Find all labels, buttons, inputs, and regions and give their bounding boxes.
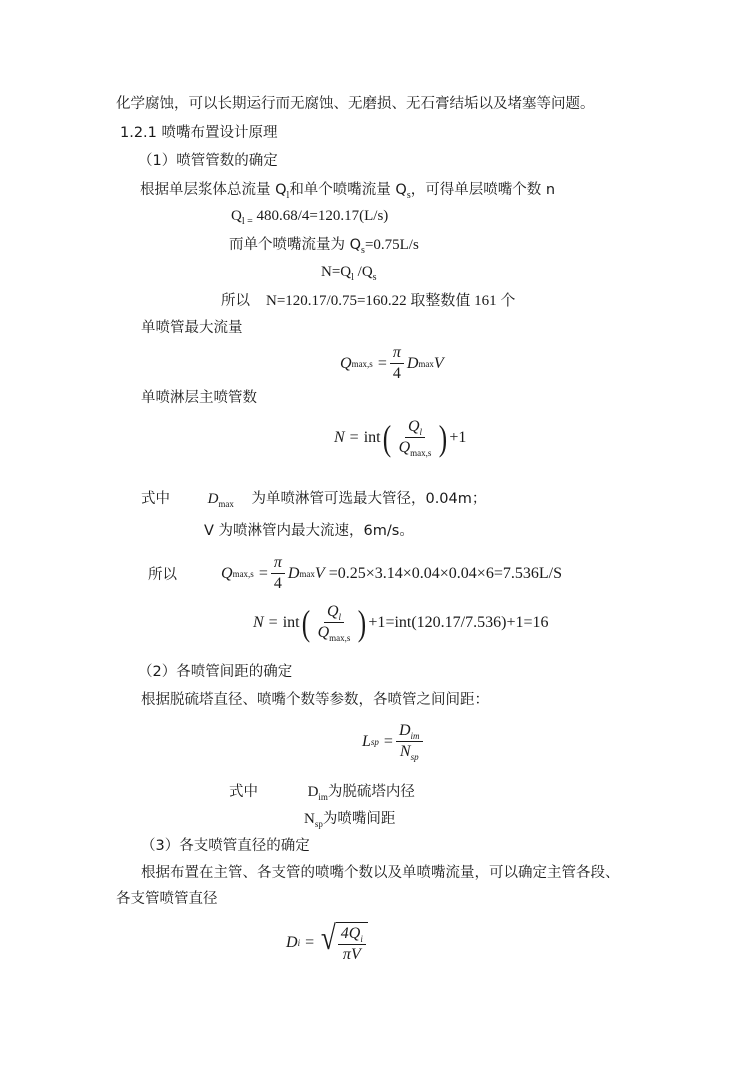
para-text: 根据单层浆体总流量 Q xyxy=(140,182,287,198)
qmax-calc-value: =0.25×3.14×0.04×0.04×6=7.536L/S xyxy=(328,564,562,582)
v-description: V 为喷淋管内最大流速，6m/s。 xyxy=(204,523,414,539)
formula-symbol: D xyxy=(286,934,298,951)
plus-one: +1 xyxy=(449,428,467,446)
fraction xyxy=(338,925,366,964)
equals-sign: = xyxy=(377,354,387,372)
so-label: 所以 xyxy=(148,567,177,583)
nsp-symbol: N xyxy=(304,811,315,827)
qs-equation xyxy=(229,234,419,255)
diameter-paragraph-line2: 各支管喷管直径 xyxy=(116,891,218,907)
numerator: π xyxy=(271,554,285,574)
dmax-description: 为单喷淋管可选最大管径，0.04m； xyxy=(251,491,487,507)
n-result-line xyxy=(221,290,515,311)
denominator xyxy=(315,623,354,642)
subsection-heading-2: （2）各喷管间距的确定 xyxy=(138,664,293,680)
equals-sign: = xyxy=(305,934,315,951)
subscript: sp xyxy=(410,752,419,763)
qs-value: =0.75L/s xyxy=(364,237,419,253)
eq-text: /Q xyxy=(353,264,373,280)
subscript: l xyxy=(351,272,354,283)
where-label: 式中 xyxy=(141,491,170,507)
equals-sign: = xyxy=(383,732,393,750)
subscript: s xyxy=(361,245,365,256)
fraction xyxy=(315,603,354,642)
subscript: i xyxy=(360,934,363,945)
subscript: im xyxy=(410,731,420,742)
eq-text: N=Q xyxy=(321,264,352,280)
subscript: im xyxy=(318,792,328,802)
formula-symbol: V xyxy=(433,354,444,372)
where-label: 式中 xyxy=(229,784,258,800)
ql-equation xyxy=(231,206,388,226)
formula-qmax: Q max,s = $\frac{\pi}{4}$ D max V xyxy=(340,344,444,382)
para-text: ，可得单层喷嘴个数 n xyxy=(410,182,556,198)
n-result-value: N=120.17/0.75=160.22 取整数值 161 个 xyxy=(266,293,516,309)
subscript: l xyxy=(286,190,290,201)
n-ratio-equation xyxy=(321,262,377,282)
main-pipes-label: 单喷淋层主喷管数 xyxy=(141,390,257,406)
where-dim-line xyxy=(229,781,415,802)
formula-symbol: D xyxy=(398,722,411,739)
subscript: max,s xyxy=(329,633,351,644)
formula-n xyxy=(334,418,466,457)
formula-symbol: Q xyxy=(340,354,352,372)
subscript: s xyxy=(406,190,411,201)
right-paren: ) xyxy=(439,417,448,458)
numerator xyxy=(396,722,423,742)
subsection-heading-1: （1）喷管管数的确定 xyxy=(138,153,278,169)
intro-text: 化学腐蚀，可以长期运行而无腐蚀、无磨损、无石膏结垢以及堵塞等问题。 xyxy=(116,96,595,112)
diameter-paragraph-line1: 根据布置在主管、各支管的喷嘴个数以及单喷嘴流量，可以确定主管各段、 xyxy=(141,865,620,881)
subscript: s xyxy=(372,272,377,283)
plus-one: +1 xyxy=(368,613,386,631)
formula-symbol: D xyxy=(406,354,419,372)
formula-symbol: V xyxy=(314,564,325,582)
section-title-text: 1.2.1 喷嘴布置设计原理 xyxy=(120,125,278,141)
formula-symbol: Q xyxy=(317,624,330,641)
formula-lsp: L sp = $\frac{D_{im}}{N_{sp}}$ xyxy=(362,722,426,761)
formula-symbol: N xyxy=(253,613,264,631)
ql-symbol: Q xyxy=(231,208,242,224)
formula-symbol: N xyxy=(334,428,345,446)
numerator xyxy=(405,418,425,438)
paragraph-flow-intro xyxy=(140,179,555,200)
dmax-symbol: D xyxy=(207,491,219,507)
spacing-paragraph: 根据脱硫塔直径、喷嘴个数等参数，各喷管之间间距： xyxy=(141,692,489,708)
left-paren: ( xyxy=(301,602,310,643)
n-calc-value: =int(120.17/7.536)+1=16 xyxy=(385,613,549,631)
subscript: l = xyxy=(241,216,253,227)
formula-symbol: Q xyxy=(221,564,233,582)
section-title xyxy=(120,122,278,143)
numerator xyxy=(324,603,344,623)
denominator xyxy=(397,742,422,761)
formula-symbol: Q xyxy=(407,418,420,435)
so-label: 所以 xyxy=(221,293,250,309)
numerator xyxy=(338,925,366,945)
subscript: sp xyxy=(314,819,323,829)
fraction xyxy=(396,722,423,761)
fraction xyxy=(396,418,435,457)
denominator xyxy=(396,438,435,457)
sqrt-icon: √ xyxy=(320,920,336,957)
subscript: l xyxy=(419,427,423,438)
fraction xyxy=(271,554,285,593)
formula-symbol: L xyxy=(362,732,371,750)
left-paren: ( xyxy=(382,417,391,458)
equals-sign: = xyxy=(258,564,268,582)
subscript: l xyxy=(338,612,342,623)
para-text: 和单个喷嘴流量 Q xyxy=(289,182,407,198)
equals-sign: = xyxy=(268,613,278,631)
denominator: πV xyxy=(342,946,361,963)
formula-symbol: N xyxy=(399,743,411,760)
int-function: int xyxy=(363,428,381,446)
formula-symbol: Q xyxy=(326,603,339,620)
sqrt-body xyxy=(336,922,368,964)
formula-symbol: D xyxy=(287,564,300,582)
dim-symbol: D xyxy=(307,784,319,800)
where-dmax-line xyxy=(141,488,486,509)
formula-n-calc xyxy=(253,603,549,642)
dim-description: 为脱硫塔内径 xyxy=(327,784,415,800)
formula-di: D i = √ $\frac{4Q_i}{\pi V}$ xyxy=(286,922,368,964)
subscript: max xyxy=(218,499,234,509)
right-paren: ) xyxy=(358,602,367,643)
formula-symbol: Q xyxy=(398,439,411,456)
equals-sign: = xyxy=(349,428,359,446)
nsp-line xyxy=(304,808,395,829)
denominator: 4 xyxy=(392,365,401,382)
subsection-heading-3: （3）各支喷管直径的确定 xyxy=(141,838,310,854)
max-flow-label: 单喷管最大流量 xyxy=(141,320,243,336)
subscript: max,s xyxy=(410,448,432,459)
square-root xyxy=(319,922,368,964)
formula-symbol: 4Q xyxy=(340,925,361,942)
numerator: π xyxy=(390,344,404,364)
ql-value: 480.68/4=120.17(L/s) xyxy=(252,208,389,224)
formula-qmax-calc: 所以 Q max,s = $\frac{\pi}{4}$ D max V =0.25×3.14×0.04×0.04×6=7.536L/S xyxy=(148,554,562,592)
fraction xyxy=(390,344,404,383)
denominator: 4 xyxy=(273,575,282,592)
qs-text: 而单个喷嘴流量为 Q xyxy=(229,237,362,253)
int-function: int xyxy=(282,613,300,631)
nsp-description: 为喷嘴间距 xyxy=(322,811,396,827)
